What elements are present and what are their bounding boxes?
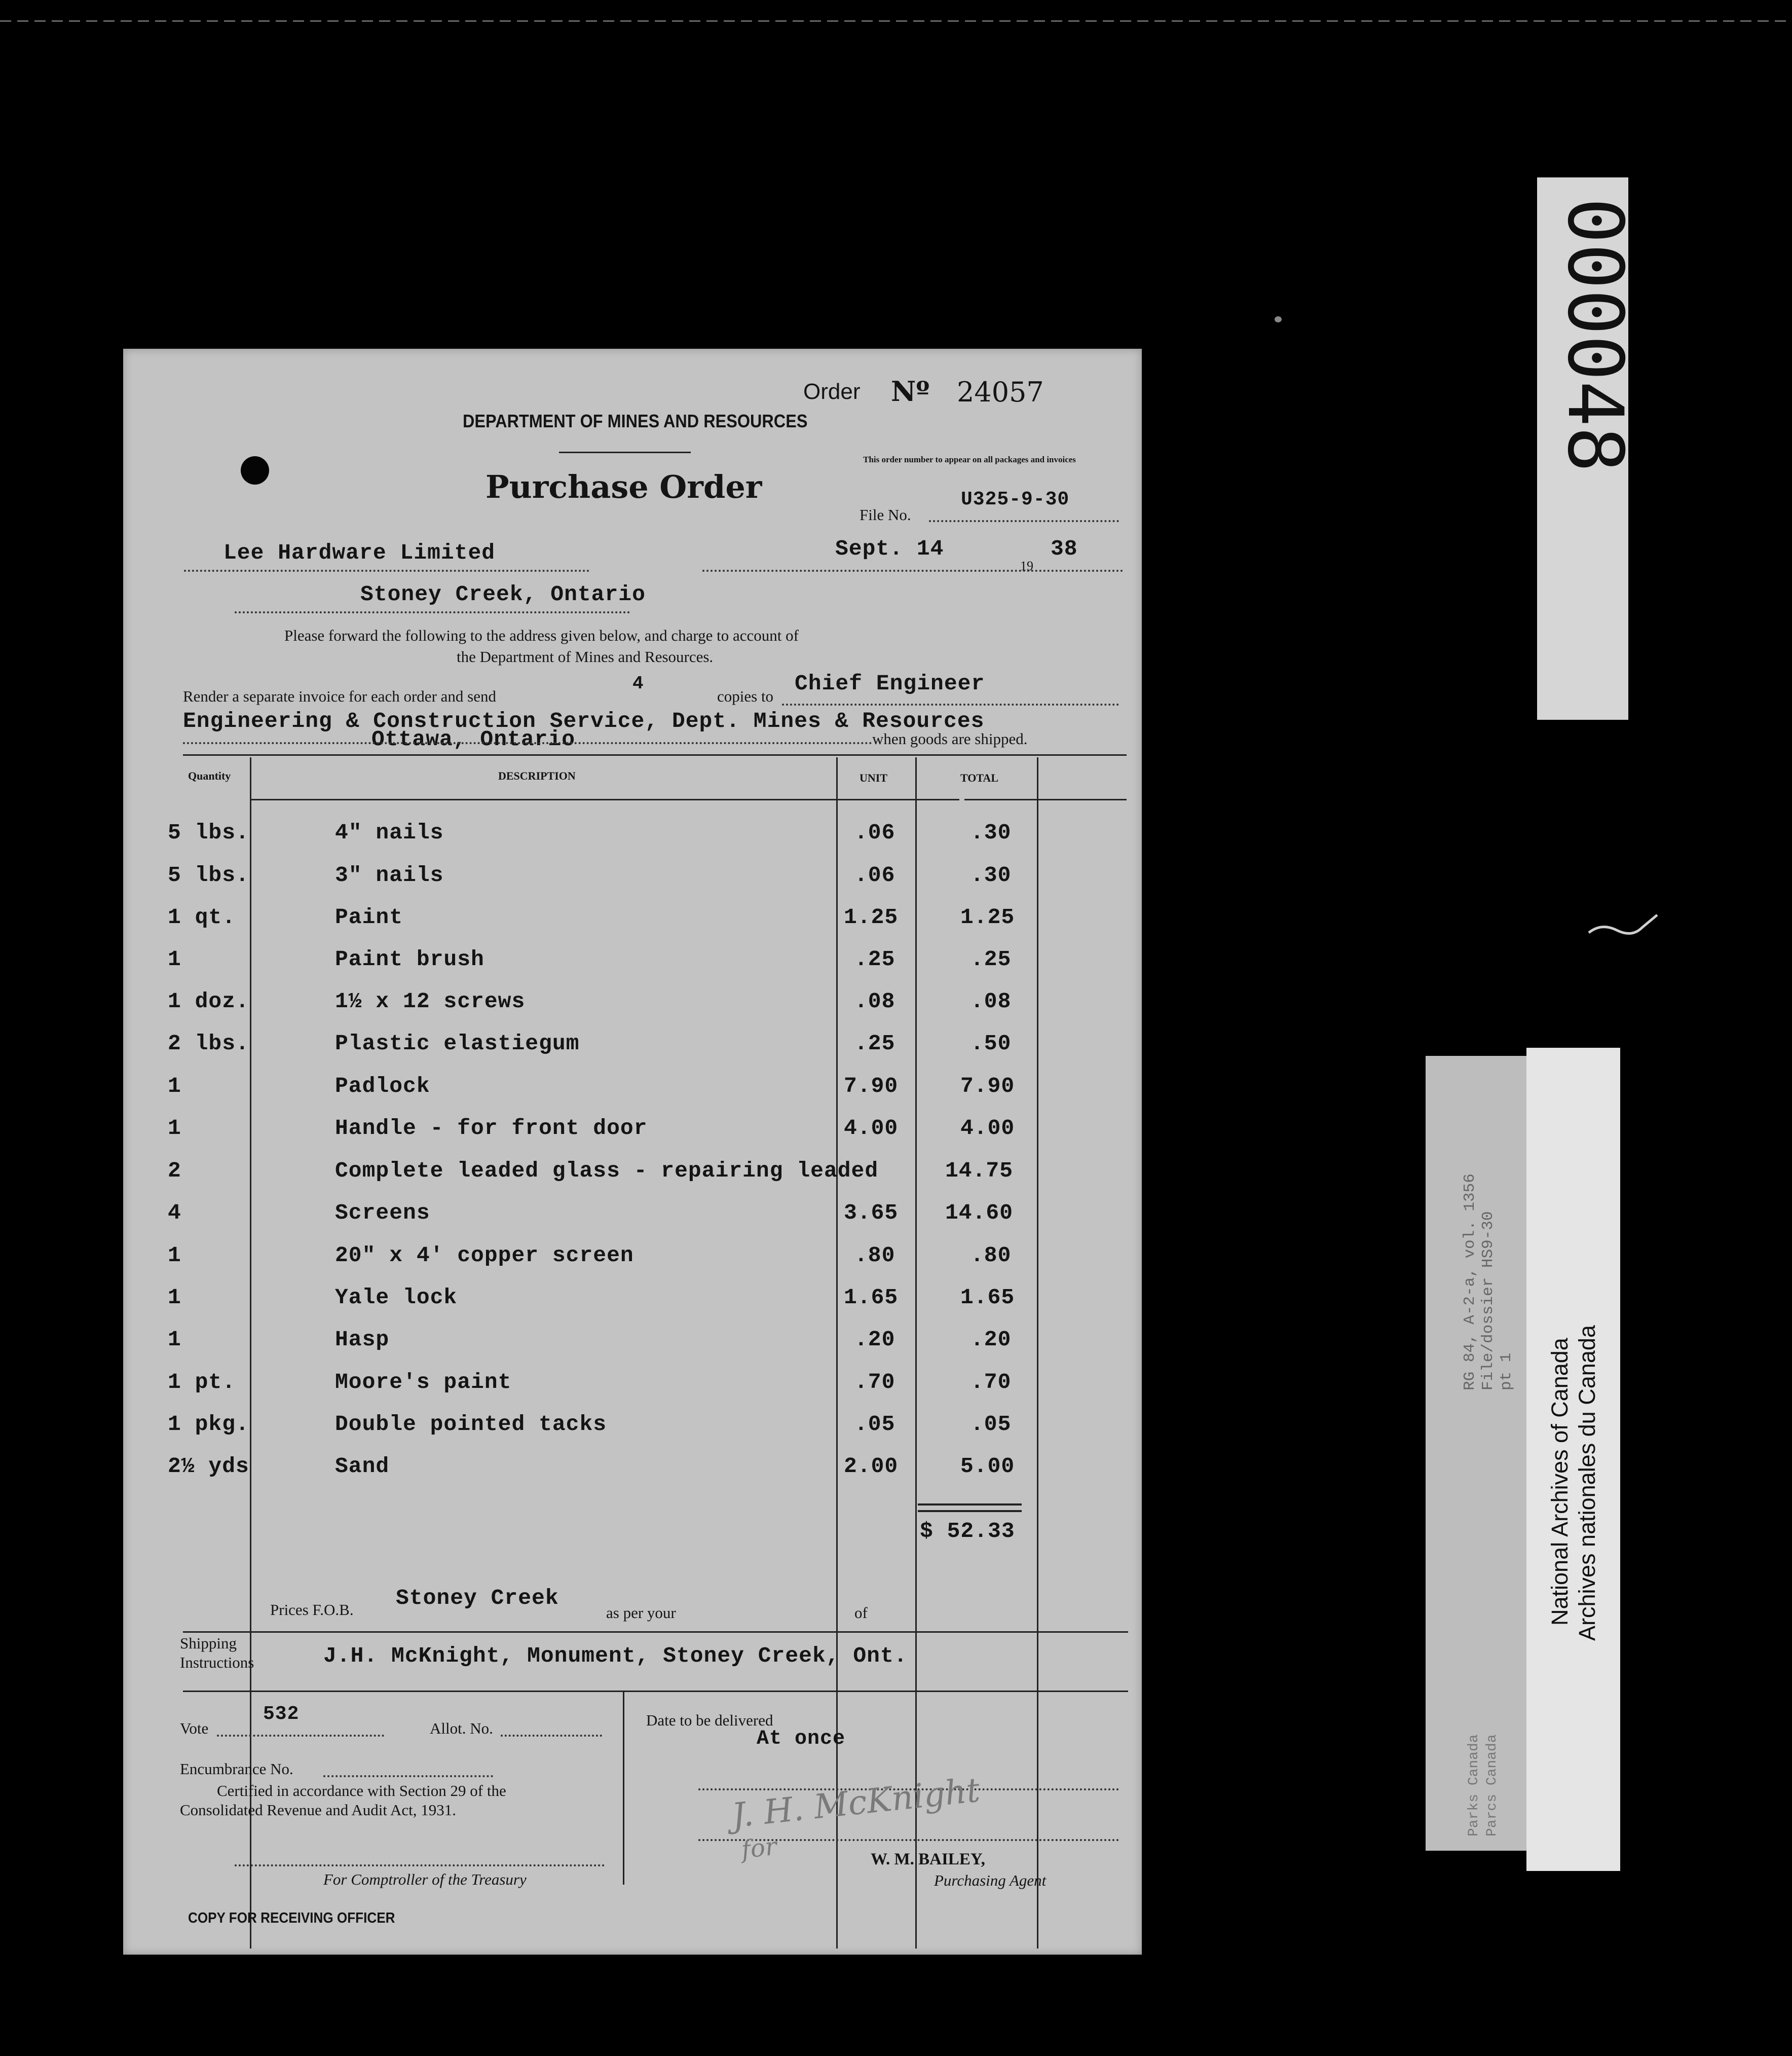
row-description: Paint brush <box>335 947 484 972</box>
when-goods-shipped: when goods are shipped. <box>872 730 1028 748</box>
row-description: Double pointed tacks <box>335 1412 607 1437</box>
parks-canada-en: Parks Canada <box>1466 1734 1482 1837</box>
row-description: Padlock <box>335 1074 430 1098</box>
allot-line <box>501 1735 602 1737</box>
row-quantity: 2½ yds <box>168 1454 249 1479</box>
render-invoice-text: Render a separate invoice for each order and send <box>183 687 496 705</box>
ship-to-address-1: Engineering & Construction Service, Dept. Mines & Resources <box>183 709 985 733</box>
description-header: DESCRIPTION <box>498 769 576 782</box>
row-quantity: 1 pt. <box>168 1370 236 1394</box>
row-unit: 3.65 <box>844 1200 899 1225</box>
file-number-value: U325-9-30 <box>961 489 1070 510</box>
vendor-name: Lee Hardware Limited <box>223 540 496 565</box>
total-double-rule <box>918 1503 1022 1512</box>
signature-initials: for <box>740 1832 778 1864</box>
parks-canada-fr: Parcs Canada <box>1484 1734 1500 1837</box>
table-row <box>123 1370 1137 1400</box>
purchase-order-sheet <box>123 349 1142 1955</box>
row-total: .70 <box>970 1370 1012 1394</box>
national-archives-fr: Archives nationales du Canada <box>1574 1325 1600 1641</box>
row-description: Sand <box>335 1454 390 1479</box>
row-quantity: 1 <box>168 1327 181 1352</box>
row-description: 20" x 4' copper screen <box>335 1243 634 1268</box>
row-description: Handle - for front door <box>335 1116 648 1141</box>
frame-number: 000048 <box>1551 198 1639 472</box>
fob-bottom-rule <box>183 1631 1128 1633</box>
row-unit: .70 <box>854 1370 895 1394</box>
table-top-rule <box>183 754 1127 756</box>
page-title: Purchase Order <box>486 468 762 505</box>
row-quantity: 1 <box>168 947 181 972</box>
row-quantity: 5 lbs. <box>168 820 249 845</box>
as-per-your-label: as per your <box>606 1604 676 1622</box>
row-total: 14.60 <box>945 1200 1014 1225</box>
table-row <box>123 1412 1137 1442</box>
row-quantity: 1 <box>168 1285 181 1310</box>
vendor-address-line <box>235 611 630 613</box>
heading-rule <box>559 452 691 453</box>
table-row <box>123 1200 1137 1231</box>
row-unit: .80 <box>854 1243 895 1268</box>
reference-card <box>1426 1056 1527 1851</box>
reference-line-1: RG 84, A-2-a, vol. 1356 <box>1461 1173 1479 1390</box>
unit-header: UNIT <box>860 772 888 784</box>
order-year: 38 <box>1051 536 1078 561</box>
copies-count: 4 <box>632 673 644 694</box>
header-rule-right <box>964 799 1127 800</box>
row-description: Moore's paint <box>335 1370 512 1394</box>
ship-to-address-2: Ottawa, Ontario <box>371 727 576 752</box>
row-unit: .06 <box>854 863 895 888</box>
file-number-line <box>929 520 1119 522</box>
row-total: .80 <box>970 1243 1012 1268</box>
footer-divider <box>623 1692 624 1885</box>
certified-line-2: Consolidated Revenue and Audit Act, 1931. <box>180 1801 457 1819</box>
table-row <box>123 905 1137 935</box>
instruction-line-1: Please forward the following to the address given below, and charge to account of <box>284 627 799 644</box>
copies-to-value: Chief Engineer <box>795 671 985 696</box>
table-row <box>123 947 1137 977</box>
shipping-instructions-value: J.H. McKnight, Monument, Stoney Creek, Ont. <box>323 1643 908 1668</box>
vendor-address: Stoney Creek, Ontario <box>360 582 646 607</box>
prices-fob-value: Stoney Creek <box>396 1586 559 1610</box>
row-unit: 1.65 <box>844 1285 899 1310</box>
row-total: 14.75 <box>945 1158 1014 1183</box>
vote-label: Vote <box>180 1719 209 1737</box>
row-total: .50 <box>970 1031 1012 1056</box>
date-delivered-value: At once <box>757 1728 846 1750</box>
row-quantity: 1 doz. <box>168 989 249 1014</box>
row-quantity: 4 <box>168 1200 181 1225</box>
table-row <box>123 1158 1137 1189</box>
table-row <box>123 1074 1137 1104</box>
reference-line-3: pt 1 <box>1498 1352 1515 1390</box>
purchasing-agent-title: Purchasing Agent <box>934 1871 1047 1889</box>
row-description: Complete leaded glass - repairing leaded <box>335 1158 879 1183</box>
order-label: Order <box>803 379 861 404</box>
table-row <box>123 1454 1137 1484</box>
row-unit: .08 <box>854 989 895 1014</box>
film-speck <box>1275 316 1282 322</box>
row-unit: .25 <box>854 1031 895 1056</box>
copy-for-receiving-officer: COPY FOR RECEIVING OFFICER <box>188 1910 395 1926</box>
comptroller-label: For Comptroller of the Treasury <box>323 1870 527 1888</box>
row-total: 1.25 <box>960 905 1015 930</box>
row-unit: .05 <box>854 1412 895 1437</box>
copies-to-line <box>782 704 1119 706</box>
shipping-label-1: Shipping <box>180 1634 237 1652</box>
row-total: 5.00 <box>960 1454 1015 1479</box>
row-total: .05 <box>970 1412 1012 1437</box>
row-unit: .25 <box>854 947 895 972</box>
allot-label: Allot. No. <box>430 1719 493 1737</box>
row-total: 7.90 <box>960 1074 1015 1098</box>
row-total: 1.65 <box>960 1285 1015 1310</box>
table-row <box>123 820 1137 851</box>
address-line <box>183 742 872 744</box>
comptroller-signature-line <box>235 1864 605 1866</box>
vote-value: 532 <box>263 1703 300 1725</box>
copies-to-label: copies to <box>717 687 774 705</box>
header-rule <box>251 799 959 800</box>
order-number-symbol: Nº <box>891 375 930 408</box>
table-row <box>123 1031 1137 1061</box>
total-header: TOTAL <box>960 772 998 784</box>
reference-line-2: File/dossier HS9-30 <box>1479 1211 1497 1390</box>
year-prefix: 19 <box>1020 559 1033 573</box>
quantity-header: Quantity <box>188 769 231 782</box>
row-quantity: 1 pkg. <box>168 1412 249 1437</box>
row-unit: 7.90 <box>844 1074 899 1098</box>
row-unit: 2.00 <box>844 1454 899 1479</box>
row-total: .25 <box>970 947 1012 972</box>
order-date: Sept. 14 <box>835 536 944 561</box>
row-description: 3" nails <box>335 863 444 888</box>
table-row <box>123 1327 1137 1357</box>
shipping-bottom-rule <box>183 1691 1128 1692</box>
encumbrance-label: Encumbrance No. <box>180 1760 293 1778</box>
shipping-label-2: Instructions <box>180 1654 254 1671</box>
vote-line <box>217 1735 384 1737</box>
row-total: .30 <box>970 863 1012 888</box>
row-total: .08 <box>970 989 1012 1014</box>
table-row <box>123 1243 1137 1273</box>
row-description: Hasp <box>335 1327 390 1352</box>
grand-total: $ 52.33 <box>920 1519 1015 1544</box>
row-description: 4" nails <box>335 820 444 845</box>
row-description: Screens <box>335 1200 430 1225</box>
row-total: .20 <box>970 1327 1012 1352</box>
row-quantity: 1 <box>168 1243 181 1268</box>
row-description: Plastic elastiegum <box>335 1031 580 1056</box>
certified-line-1: Certified in accordance with Section 29 of the <box>217 1782 506 1800</box>
row-unit: .06 <box>854 820 895 845</box>
table-row <box>123 1116 1137 1146</box>
row-quantity: 1 qt. <box>168 905 236 930</box>
row-total: .30 <box>970 820 1012 845</box>
prices-fob-label: Prices F.O.B. <box>270 1601 354 1619</box>
row-quantity: 1 <box>168 1116 181 1141</box>
row-quantity: 2 <box>168 1158 181 1183</box>
row-description: Yale lock <box>335 1285 458 1310</box>
handwritten-signature: J. H. McKnight <box>730 1770 982 1835</box>
order-number: 24057 <box>957 376 1044 408</box>
date-line <box>702 570 1123 572</box>
row-quantity: 1 <box>168 1074 181 1098</box>
row-total: 4.00 <box>960 1116 1015 1141</box>
instruction-line-2: the Department of Mines and Resources. <box>457 648 714 666</box>
file-number-label: File No. <box>860 506 911 524</box>
film-squiggle <box>1586 912 1662 943</box>
vendor-name-line <box>184 570 589 572</box>
table-row <box>123 863 1137 893</box>
national-archives-en: National Archives of Canada <box>1547 1338 1573 1626</box>
archives-label-card <box>1526 1048 1620 1871</box>
of-label: of <box>854 1604 868 1622</box>
date-delivered-label: Date to be delivered <box>646 1711 773 1729</box>
row-description: 1½ x 12 screws <box>335 989 526 1014</box>
table-row <box>123 989 1137 1019</box>
punch-hole <box>241 456 269 485</box>
row-unit: 4.00 <box>844 1116 899 1141</box>
row-quantity: 2 lbs. <box>168 1031 249 1056</box>
row-quantity: 5 lbs. <box>168 863 249 888</box>
row-description: Paint <box>335 905 403 930</box>
table-row <box>123 1285 1137 1315</box>
purchasing-agent-name: W. M. BAILEY, <box>871 1850 985 1868</box>
row-unit: .20 <box>854 1327 895 1352</box>
department-heading: DEPARTMENT OF MINES AND RESOURCES <box>463 411 808 431</box>
row-unit: 1.25 <box>844 905 899 930</box>
encumbrance-line <box>323 1775 493 1777</box>
order-number-note: This order number to appear on all packages and invoices <box>863 455 1076 464</box>
film-edge-line <box>0 20 1792 22</box>
